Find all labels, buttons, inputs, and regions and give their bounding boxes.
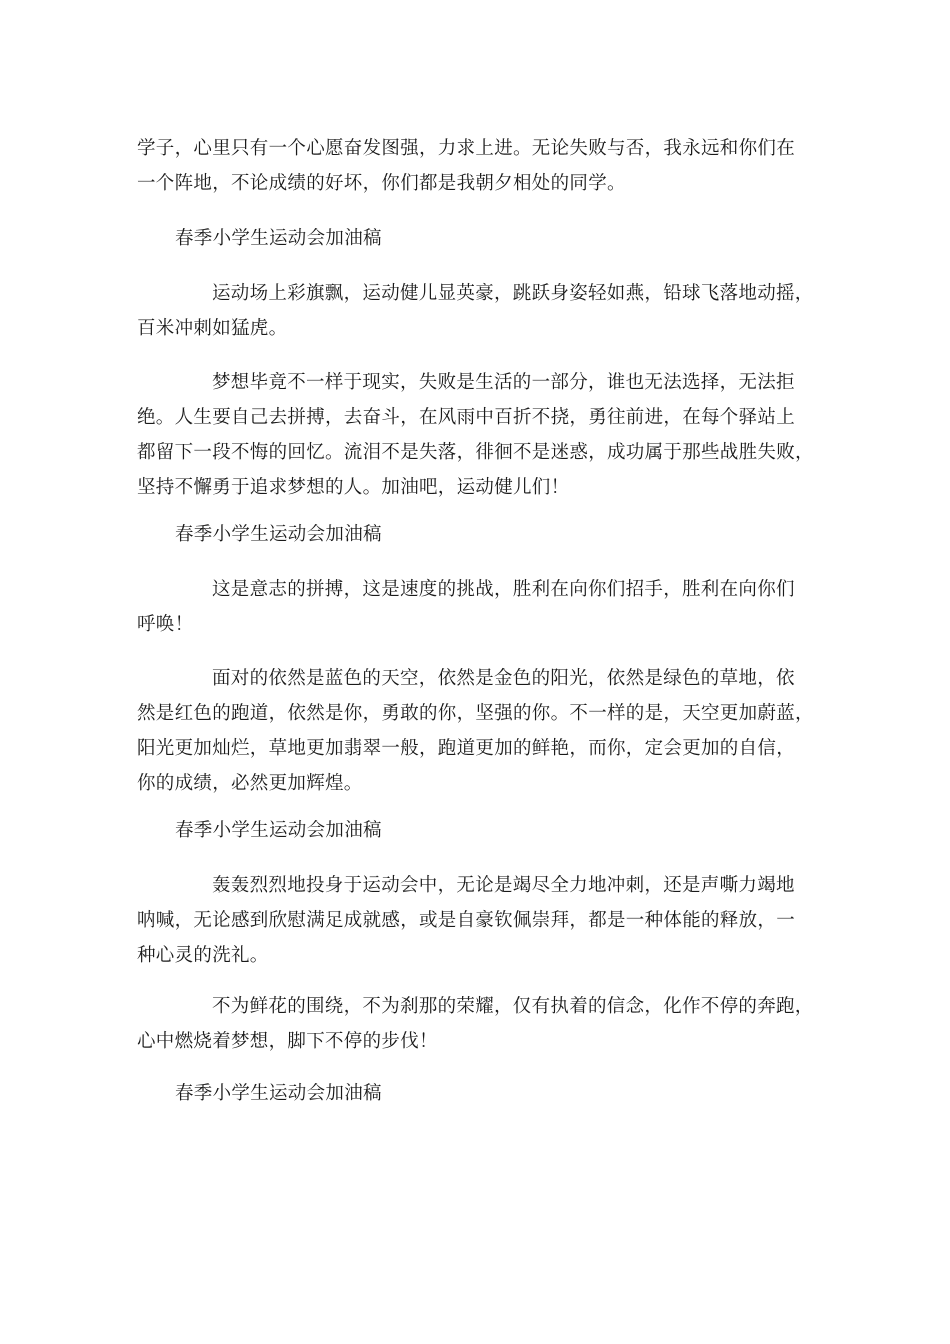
- paragraph-line: 阳光更加灿烂，草地更加翡翠一般，跑道更加的鲜艳，而你，定会更加的自信，: [137, 738, 796, 759]
- paragraph: [137, 365, 817, 505]
- paragraph: [137, 989, 817, 1059]
- paragraph-line: 轰轰烈烈地投身于运动会中，无论是竭尽全力地冲刺，还是声嘶力竭地: [212, 875, 795, 896]
- paragraph-line: 梦想毕竟不一样于现实，失败是生活的一部分，谁也无法选择，无法拒: [212, 372, 795, 393]
- paragraph-line: 不为鲜花的围绕，不为刹那的荣耀，仅有执着的信念，化作不停的奔跑，: [212, 996, 814, 1017]
- paragraph-line: 面对的依然是蓝色的天空，依然是金色的阳光，依然是绿色的草地，依: [212, 668, 795, 689]
- section-heading: 春季小学生运动会加油稿: [175, 820, 382, 841]
- paragraph-line: 一个阵地，不论成绩的好坏，你们都是我朝夕相处的同学。: [137, 173, 626, 194]
- paragraph: [137, 276, 817, 346]
- paragraph-line: 呐喊，无论感到欣慰满足成就感，或是自豪钦佩崇拜，都是一种体能的释放，一: [137, 910, 796, 931]
- paragraph: [137, 661, 817, 801]
- paragraph: [137, 572, 817, 642]
- paragraph-line: 运动场上彩旗飘，运动健儿显英豪，跳跃身姿轻如燕，铅球飞落地动摇，: [212, 283, 814, 304]
- paragraph-line: 呼唤！: [137, 614, 194, 635]
- paragraph-line: 这是意志的拼搏，这是速度的挑战，胜利在向你们招手，胜利在向你们: [212, 579, 795, 600]
- paragraph-line: 绝。人生要自己去拼搏，去奋斗，在风雨中百折不挠，勇往前进，在每个驿站上: [137, 407, 796, 428]
- paragraph-line: 都留下一段不悔的回忆。流泪不是失落，徘徊不是迷惑，成功属于那些战胜失败，: [137, 442, 814, 463]
- paragraph-line: 学子，心里只有一个心愿奋发图强，力求上进。无论失败与否，我永远和你们在: [137, 138, 796, 159]
- paragraph: [137, 131, 817, 201]
- section-heading: 春季小学生运动会加油稿: [175, 524, 382, 545]
- paragraph-line: 坚持不懈勇于追求梦想的人。加油吧，运动健儿们！: [137, 477, 570, 498]
- paragraph-line: 种心灵的洗礼。: [137, 945, 269, 966]
- section-heading: 春季小学生运动会加油稿: [175, 1083, 382, 1104]
- paragraph-line: 然是红色的跑道，依然是你，勇敢的你，坚强的你。不一样的是，天空更加蔚蓝，: [137, 703, 814, 724]
- paragraph-line: 你的成绩，必然更加辉煌。: [137, 773, 363, 794]
- paragraph: [137, 868, 817, 973]
- paragraph-line: 百米冲刺如猛虎。: [137, 318, 288, 339]
- paragraph-line: 心中燃烧着梦想，脚下不停的步伐！: [137, 1031, 438, 1052]
- section-heading: 春季小学生运动会加油稿: [175, 228, 382, 249]
